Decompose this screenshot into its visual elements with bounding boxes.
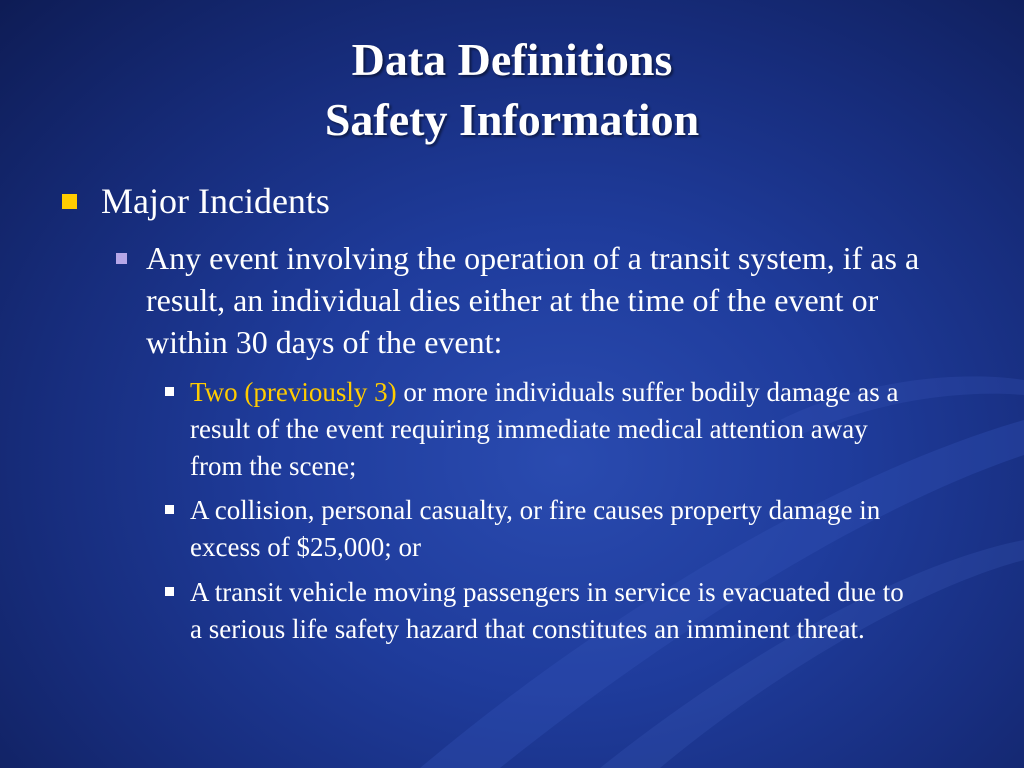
square-bullet-icon	[165, 587, 174, 596]
highlighted-text: Two (previously 3)	[190, 377, 397, 407]
title-line-1: Data Definitions	[351, 34, 673, 85]
slide-title	[0, 30, 1024, 150]
bullet-major-incidents	[62, 180, 330, 222]
bullet-event-definition	[116, 237, 946, 363]
bullet-text: A collision, personal casualty, or fire causes property damage in excess of $25,000; or	[190, 495, 881, 562]
bullet-text-rest: or more individuals suffer bodily damage as a result of the event requiring immediate medical attention away from the scene;	[190, 377, 899, 481]
title-line-2: Safety Information	[324, 94, 700, 145]
square-bullet-icon	[116, 253, 127, 264]
sub-bullet-property-damage	[165, 492, 905, 566]
sub-bullet-bodily-damage	[165, 374, 905, 485]
square-bullet-icon	[165, 387, 174, 396]
bullet-text: Major Incidents	[101, 181, 330, 221]
square-bullet-icon	[62, 194, 77, 209]
square-bullet-icon	[165, 505, 174, 514]
sub-bullet-evacuation	[165, 574, 905, 648]
bullet-text: A transit vehicle moving passengers in service is evacuated due to a serious life safety hazard that constitutes an imminent threat.	[190, 577, 904, 644]
bullet-text: Any event involving the operation of a transit system, if as a result, an individual dies either at the time of the event or within 30 days of the event:	[146, 240, 920, 360]
bullet-text	[190, 374, 905, 485]
